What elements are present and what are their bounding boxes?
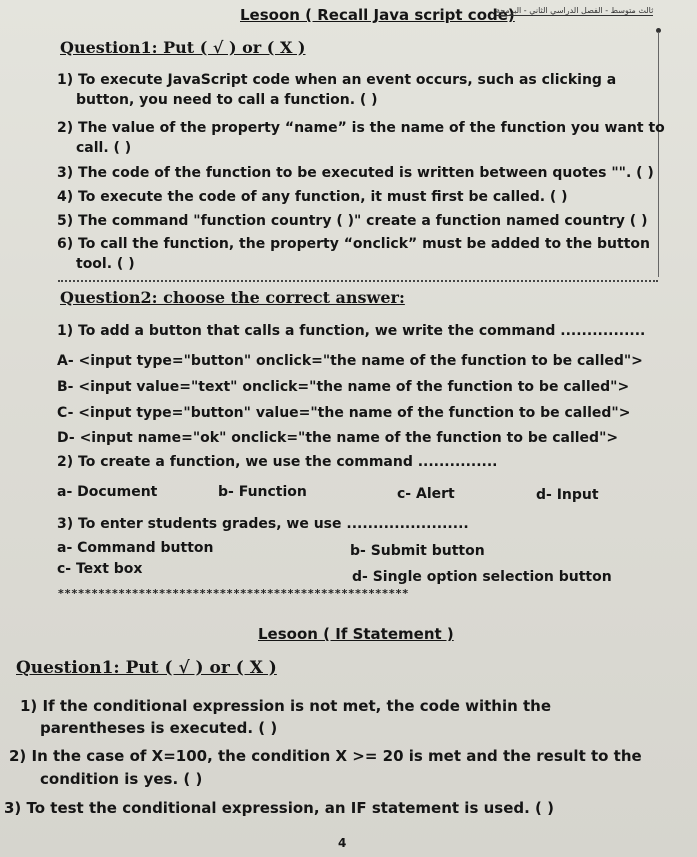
l1-q2-q3: 3) To enter students grades, we use .......................	[57, 516, 469, 532]
lesson1-title: Lesoon ( Recall Java script code)	[240, 6, 515, 24]
l1-q1-item-6-line2: tool. ( )	[76, 256, 135, 272]
l1-q2-q1-option-c: C- <input type="button" value="the name of the function to be called">	[57, 405, 631, 421]
lesson2-title: Lesoon ( If Statement )	[258, 625, 454, 643]
margin-line	[658, 32, 659, 277]
page-number: 4	[338, 836, 347, 850]
l1-q1-item-2-line2: call. ( )	[76, 140, 132, 156]
l1-q1-item-3: 3) The code of the function to be executed is written between quotes "". ( )	[57, 165, 654, 181]
l1-q1-item-6-line1: 6) To call the function, the property “onclick” must be added to the button	[57, 236, 650, 252]
l2-q1-item-3: 3) To test the conditional expression, an IF statement is used. ( )	[4, 799, 554, 817]
l1-q2-q1: 1) To add a button that calls a function, we write the command ................	[57, 323, 646, 339]
l2-q1-item-2-line1: 2) In the case of X=100, the condition X >= 20 is met and the result to the	[9, 747, 642, 765]
l1-q2-q1-option-a: A- <input type="button" onclick="the name of the function to be called">	[57, 353, 643, 369]
l1-q1-item-1-line1: 1) To execute JavaScript code when an event occurs, such as clicking a	[57, 72, 617, 88]
star-separator: ****************************************************	[58, 587, 410, 600]
l1-q2-q1-option-b: B- <input value="text" onclick="the name of the function to be called">	[57, 379, 630, 395]
arabic-header: ثالث متوسط - الفصل الدراسي الثاني - البرمجة	[496, 6, 654, 15]
l1-q2-q3-option-a: a- Command button	[57, 540, 214, 556]
l1-q1-heading: Question1: Put ( √ ) or ( X )	[60, 38, 306, 57]
l1-q2-q3-option-d: d- Single option selection button	[352, 569, 612, 585]
l1-q2-q3-option-c: c- Text box	[57, 561, 143, 577]
l1-q2-q1-option-d: D- <input name="ok" onclick="the name of the function to be called">	[57, 430, 619, 446]
l1-q2-q2-option-c: c- Alert	[397, 486, 455, 502]
l2-q1-item-1-line1: 1) If the conditional expression is not met, the code within the	[20, 697, 552, 715]
l1-q1-item-5: 5) The command "function country ( )" create a function named country ( )	[57, 213, 648, 229]
l1-q2-q2-option-b: b- Function	[218, 484, 307, 500]
l1-q1-item-4: 4) To execute the code of any function, it must first be called. ( )	[57, 189, 568, 205]
l1-q2-heading: Question2: choose the correct answer:	[60, 288, 405, 307]
l1-q2-q2: 2) To create a function, we use the command ...............	[57, 454, 498, 470]
l2-q1-item-2-line2: condition is yes. ( )	[40, 770, 203, 788]
l1-q2-q2-option-a: a- Document	[57, 484, 158, 500]
l1-q2-q3-option-b: b- Submit button	[350, 543, 485, 559]
l2-q1-heading: Question1: Put ( √ ) or ( X )	[16, 658, 277, 678]
l1-q2-q2-option-d: d- Input	[536, 487, 599, 503]
l1-q1-item-2-line1: 2) The value of the property “name” is the name of the function you want to	[57, 120, 665, 136]
l2-q1-item-1-line2: parentheses is executed. ( )	[40, 719, 278, 737]
l1-q1-item-1-line2: button, you need to call a function. ( )	[76, 92, 378, 108]
dotted-divider	[58, 280, 658, 282]
